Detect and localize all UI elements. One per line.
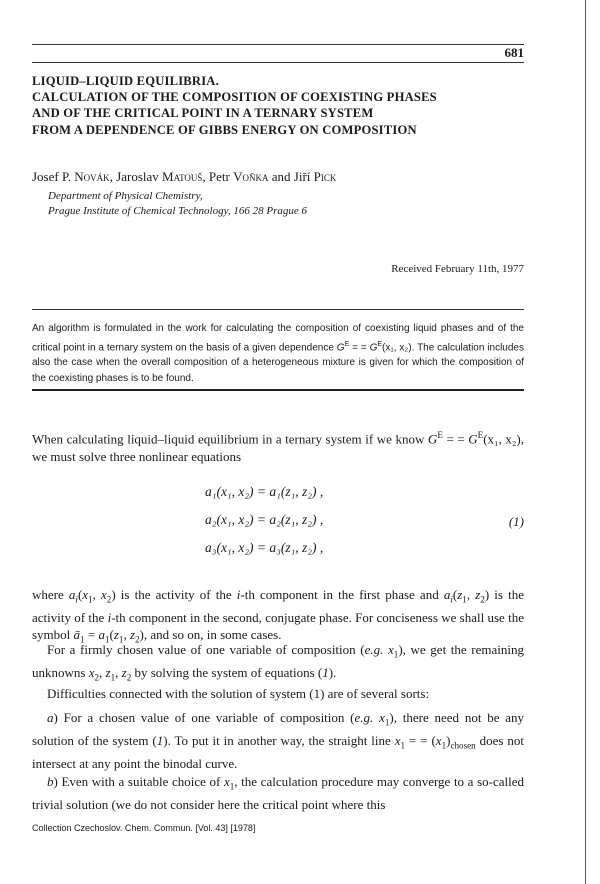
header-rule bbox=[32, 44, 524, 45]
journal-footer: Collection Czechoslov. Chem. Commun. [Vol. 43] [1978] bbox=[32, 823, 256, 833]
title-line: CALCULATION OF THE COMPOSITION OF COEXISTING PHASES bbox=[32, 90, 437, 105]
affiliation: Department of Physical Chemistry, Prague Institute of Chemical Technology, 166 28 Prague 6 bbox=[48, 190, 307, 217]
page-number: 681 bbox=[504, 45, 524, 60]
equation: a₂(x₁, x₂) = a₂(z₁, z₂) , bbox=[205, 512, 324, 527]
author-list: Josef P. Novák, Jaroslav Matouš, Petr Voňka and Jiří Pick bbox=[32, 169, 337, 184]
body-paragraph: b) Even with a suitable choice of $x_1$, the calculation procedure may converge to a so-called trivial solution (we do not consider here the critical point where this bbox=[32, 774, 524, 812]
intro-paragraph: When calculating liquid–liquid equilibrium in a ternary system if we know $G^E$ = = $G^E(x_1$, x₂), we must solve three nonlinear equations bbox=[32, 430, 524, 464]
equation: a₃(x₁, x₂) = a₃(z₁, z₂) , bbox=[205, 540, 324, 555]
header-rule-lower bbox=[32, 62, 524, 63]
abstract: An algorithm is formulated in the work for calculating the composition of coexisting liquid phases and of the critical point in a ternary system on the basis of a given dependence $G^E$ = = $G^E(x_1$, x₂). The calculation includes also the case when the overall composition of a heterogeneous mixture is given for which the composition of the coexisting phases is to be found. bbox=[32, 323, 524, 384]
abstract-rule-top bbox=[32, 309, 524, 310]
body-paragraph: Difficulties connected with the solution of system (1) are of several sorts: bbox=[47, 686, 430, 701]
equation-system bbox=[205, 484, 323, 568]
equation: a₁(x₁, x₂) = a₁(z₁, z₂) , bbox=[205, 484, 324, 499]
title-line: LIQUID–LIQUID EQUILIBRIA. bbox=[32, 74, 219, 88]
body-paragraph: For a firmly chosen value of one variable of composition (e.g. $x_1$), we get the remaining unknowns $x_2$, $z_1$, $z_2$ by solving the system of equations (1). bbox=[32, 642, 524, 683]
received-date: Received February 11th, 1977 bbox=[391, 263, 524, 275]
abstract-rule-bottom bbox=[32, 389, 524, 391]
body-paragraph: a) For a chosen value of one variable of composition (e.g. $x_1$), there need not be any solution of the system (1). To put it in another way, the straight line $x_1$ = = $(x_1)_{chosen}$ does not intersect at any point the binodal curve. bbox=[32, 710, 525, 771]
body-paragraph: where $a_i(x_1$, $x_2$) is the activity of the i-th component in the first phase and $a_i(z_1$, $z_2$) is the activity of the i-th component in the second, conjugate phase. For conciseness we shall use the symbol $ā_1 = a_1(z_1$, $z_2$), and so on, in some cases. bbox=[32, 587, 524, 645]
article-title bbox=[32, 73, 552, 138]
title-line: AND OF THE CRITICAL POINT IN A TERNARY SYSTEM bbox=[32, 106, 374, 121]
title-line: FROM A DEPENDENCE OF GIBBS ENERGY ON COMPOSITION bbox=[32, 122, 417, 137]
equation-number: (1) bbox=[508, 514, 524, 529]
page-edge-line bbox=[585, 0, 586, 884]
